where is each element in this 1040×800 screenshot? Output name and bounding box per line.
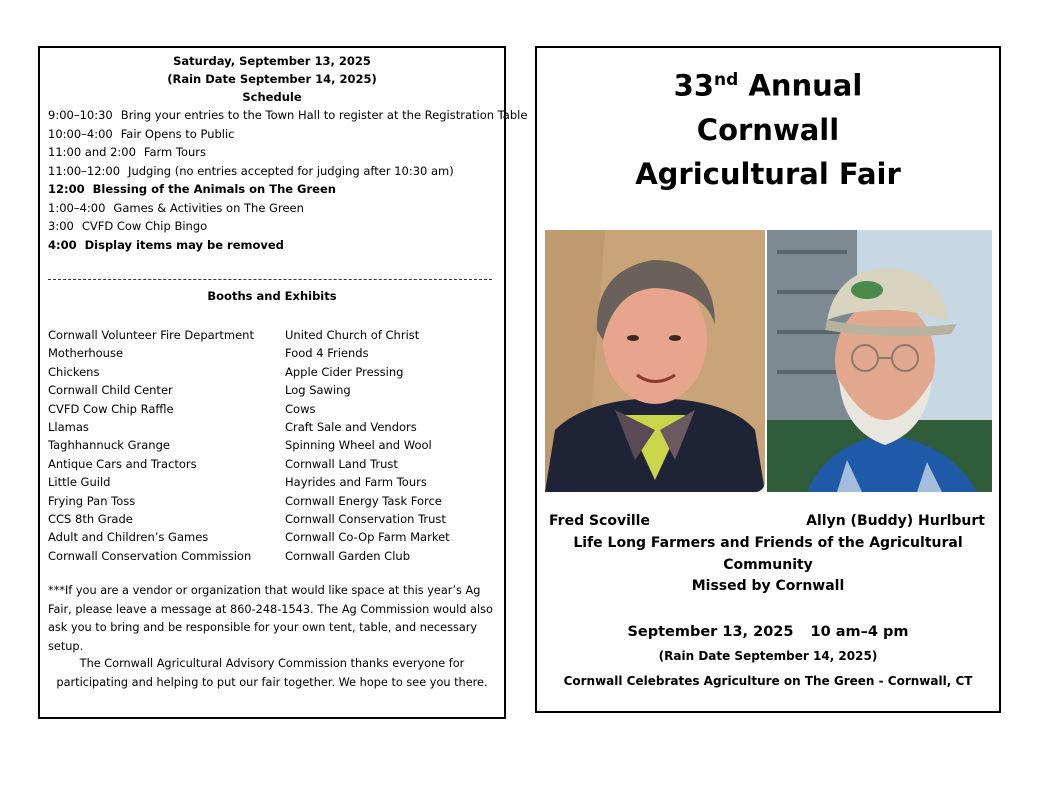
booth-item: Frying Pan Toss [48, 493, 136, 508]
booths-heading: Booths and Exhibits [207, 289, 337, 303]
booth-item: Motherhouse [48, 346, 124, 361]
booths-right-column [285, 326, 450, 565]
booth-item: Cornwall Child Center [48, 383, 173, 398]
fair-hours: 10 am–4 pm [810, 624, 909, 640]
schedule-text: Judging (no entries accepted for judging after 10:30 am) [128, 163, 454, 178]
schedule-row [48, 236, 498, 255]
booth-item: Craft Sale and Vendors [285, 420, 417, 435]
title-ordinal: 33 [673, 68, 715, 103]
booth-item: CCS 8th Grade [48, 512, 133, 527]
booth-item: Cornwall Land Trust [285, 456, 398, 471]
schedule-row [48, 217, 498, 236]
buddy-hurlburt-photo [767, 230, 992, 492]
booth-item: Antique Cars and Tractors [48, 456, 197, 471]
fair-title [537, 58, 999, 196]
event-date: Saturday, September 13, 2025 [173, 54, 371, 68]
schedule-time: 11:00–12:00 [48, 163, 121, 178]
schedule-row [48, 199, 498, 218]
schedule-list [48, 106, 528, 254]
schedule-text: Farm Tours [143, 145, 207, 159]
fred-scoville-photo [545, 230, 765, 492]
booth-item: Llamas [48, 420, 89, 435]
schedule-text: Bring your entries to the Town Hall to register at the Registration Table [120, 108, 528, 122]
schedule-panel [38, 46, 528, 719]
thanks-note: The Cornwall Agricultural Advisory Commission thanks everyone for participating and helping to put our fair together. We hope to see you there. [56, 657, 488, 689]
booth-item: Log Sawing [285, 383, 351, 398]
booth-item: Cornwall Energy Task Force [285, 493, 442, 508]
booth-item: Cornwall Volunteer Fire Department [48, 328, 254, 342]
booth-item: Chickens [48, 364, 100, 379]
schedule-text: Fair Opens to Public [120, 126, 235, 141]
schedule-row [48, 162, 498, 181]
title-line3: Agricultural Fair [635, 156, 901, 191]
name-fred: Fred Scoville [549, 513, 650, 529]
schedule-time: 1:00–4:00 [48, 200, 106, 215]
booth-item: Cornwall Conservation Commission [48, 548, 252, 563]
booth-item: Adult and Children’s Games [48, 530, 209, 545]
vendor-note: ***If you are a vendor or organization that would like space at this year’s Ag Fair, please leave a message at 860-248-1543. The Ag Commission would also ask you to bring and be responsible for your own tent, table, and necessary setup. [48, 584, 493, 653]
rain-date: (Rain Date September 14, 2025) [167, 72, 377, 86]
booth-item: Taghhannuck Grange [48, 438, 170, 453]
booth-item: Cornwall Co-Op Farm Market [285, 530, 450, 545]
booth-item: Hayrides and Farm Tours [285, 475, 427, 490]
fair-date: September 13, 2025 [627, 624, 794, 640]
schedule-time: 9:00–10:30 [48, 108, 113, 122]
booths-left-column [48, 326, 254, 565]
schedule-heading: Schedule [242, 90, 302, 104]
tribute-line3: Missed by Cornwall [691, 578, 845, 594]
tribute-text [537, 533, 999, 598]
cover-panel [535, 46, 1001, 713]
schedule-time: 11:00 and 2:00 [48, 145, 136, 159]
schedule-row [48, 180, 498, 199]
booth-item: CVFD Cow Chip Raffle [48, 401, 174, 416]
booth-item: Spinning Wheel and Wool [285, 438, 432, 453]
fair-rain-date: (Rain Date September 14, 2025) [658, 649, 878, 663]
schedule-time: 12:00 [48, 182, 85, 196]
title-suffix: nd [714, 70, 739, 90]
booth-item: Little Guild [48, 475, 111, 490]
schedule-time: 4:00 [48, 237, 77, 252]
schedule-text: Display items may be removed [84, 237, 284, 252]
booth-item: United Church of Christ [285, 328, 420, 342]
schedule-text: CVFD Cow Chip Bingo [81, 219, 208, 233]
schedule-row [48, 125, 498, 144]
tribute-line2: Community [723, 556, 813, 573]
title-annual: Annual [738, 68, 863, 103]
section-divider [48, 279, 492, 280]
booth-item: Food 4 Friends [285, 346, 369, 361]
booth-item: Cornwall Conservation Trust [285, 512, 446, 527]
booth-item: Cornwall Garden Club [285, 548, 410, 563]
tribute-line1: Life Long Farmers and Friends of the Agricultural [573, 535, 963, 551]
schedule-time: 10:00–4:00 [48, 126, 113, 141]
booth-item: Cows [285, 401, 316, 416]
schedule-text: Games & Activities on The Green [113, 200, 304, 215]
booth-item: Apple Cider Pressing [285, 364, 404, 379]
schedule-time: 3:00 [48, 219, 74, 233]
title-line2: Cornwall [696, 112, 840, 147]
schedule-row [48, 106, 528, 125]
schedule-row [48, 143, 498, 162]
schedule-text: Blessing of the Animals on The Green [92, 182, 336, 196]
name-buddy: Allyn (Buddy) Hurlburt [806, 513, 985, 529]
celebrate-line: Cornwall Celebrates Agriculture on The Green - Cornwall, CT [563, 674, 973, 688]
fair-date-line [537, 624, 999, 640]
